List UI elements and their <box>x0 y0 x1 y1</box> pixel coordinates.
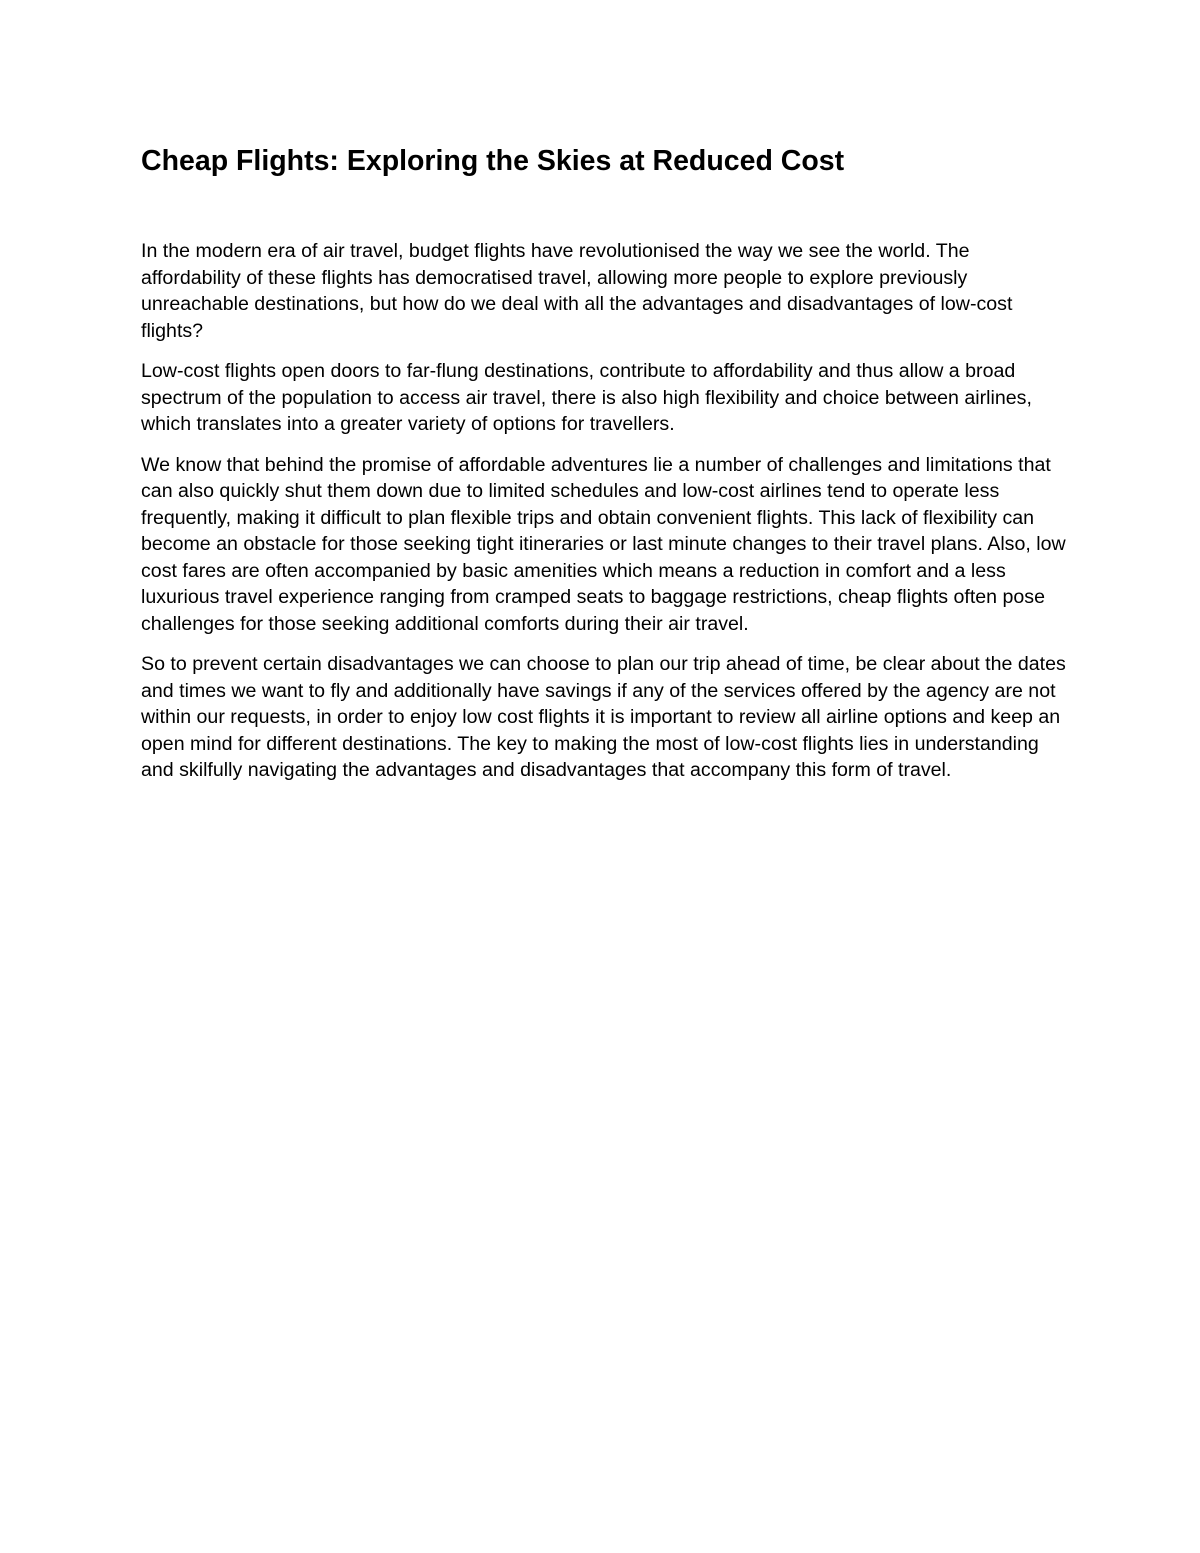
document-content <box>141 140 1066 798</box>
paragraph-disadvantages: We know that behind the promise of affordable adventures lie a number of challenges and limitations that can also quickly shut them down due to limited schedules and low-cost airlines tend to operate less frequently, making it difficult to plan flexible trips and obtain convenient flights. This lack of flexibility can become an obstacle for those seeking tight itineraries or last minute changes to their travel plans. Also, low cost fares are often accompanied by basic amenities which means a reduction in comfort and a less luxurious travel experience ranging from cramped seats to baggage restrictions, cheap flights often pose challenges for those seeking additional comforts during their air travel. <box>141 453 1066 635</box>
paragraph-intro: In the modern era of air travel, budget flights have revolutionised the way we see the world. The affordability of these flights has democratised travel, allowing more people to explore previously unreachable destinations, but how do we deal with all the advantages and disadvantages of low-cost flights? <box>141 240 1013 342</box>
paragraph-advantages: Low-cost flights open doors to far-flung destinations, contribute to affordability and thus allow a broad spectrum of the population to access air travel, there is also high flexibility and choice between airlines, which translates into a greater variety of options for travellers. <box>141 360 1032 435</box>
paragraph-conclusion: So to prevent certain disadvantages we can choose to plan our trip ahead of time, be clear about the dates and times we want to fly and additionally have savings if any of the services offered by the agency are not within our requests, in order to enjoy low cost flights it is important to review all airline options and keep an open mind for different destinations. The key to making the most of low-cost flights lies in understanding and skilfully navigating the advantages and disadvantages that accompany this form of travel. <box>141 653 1066 781</box>
document-title: Cheap Flights: Exploring the Skies at Reduced Cost <box>141 145 845 177</box>
document-body <box>141 238 1066 784</box>
